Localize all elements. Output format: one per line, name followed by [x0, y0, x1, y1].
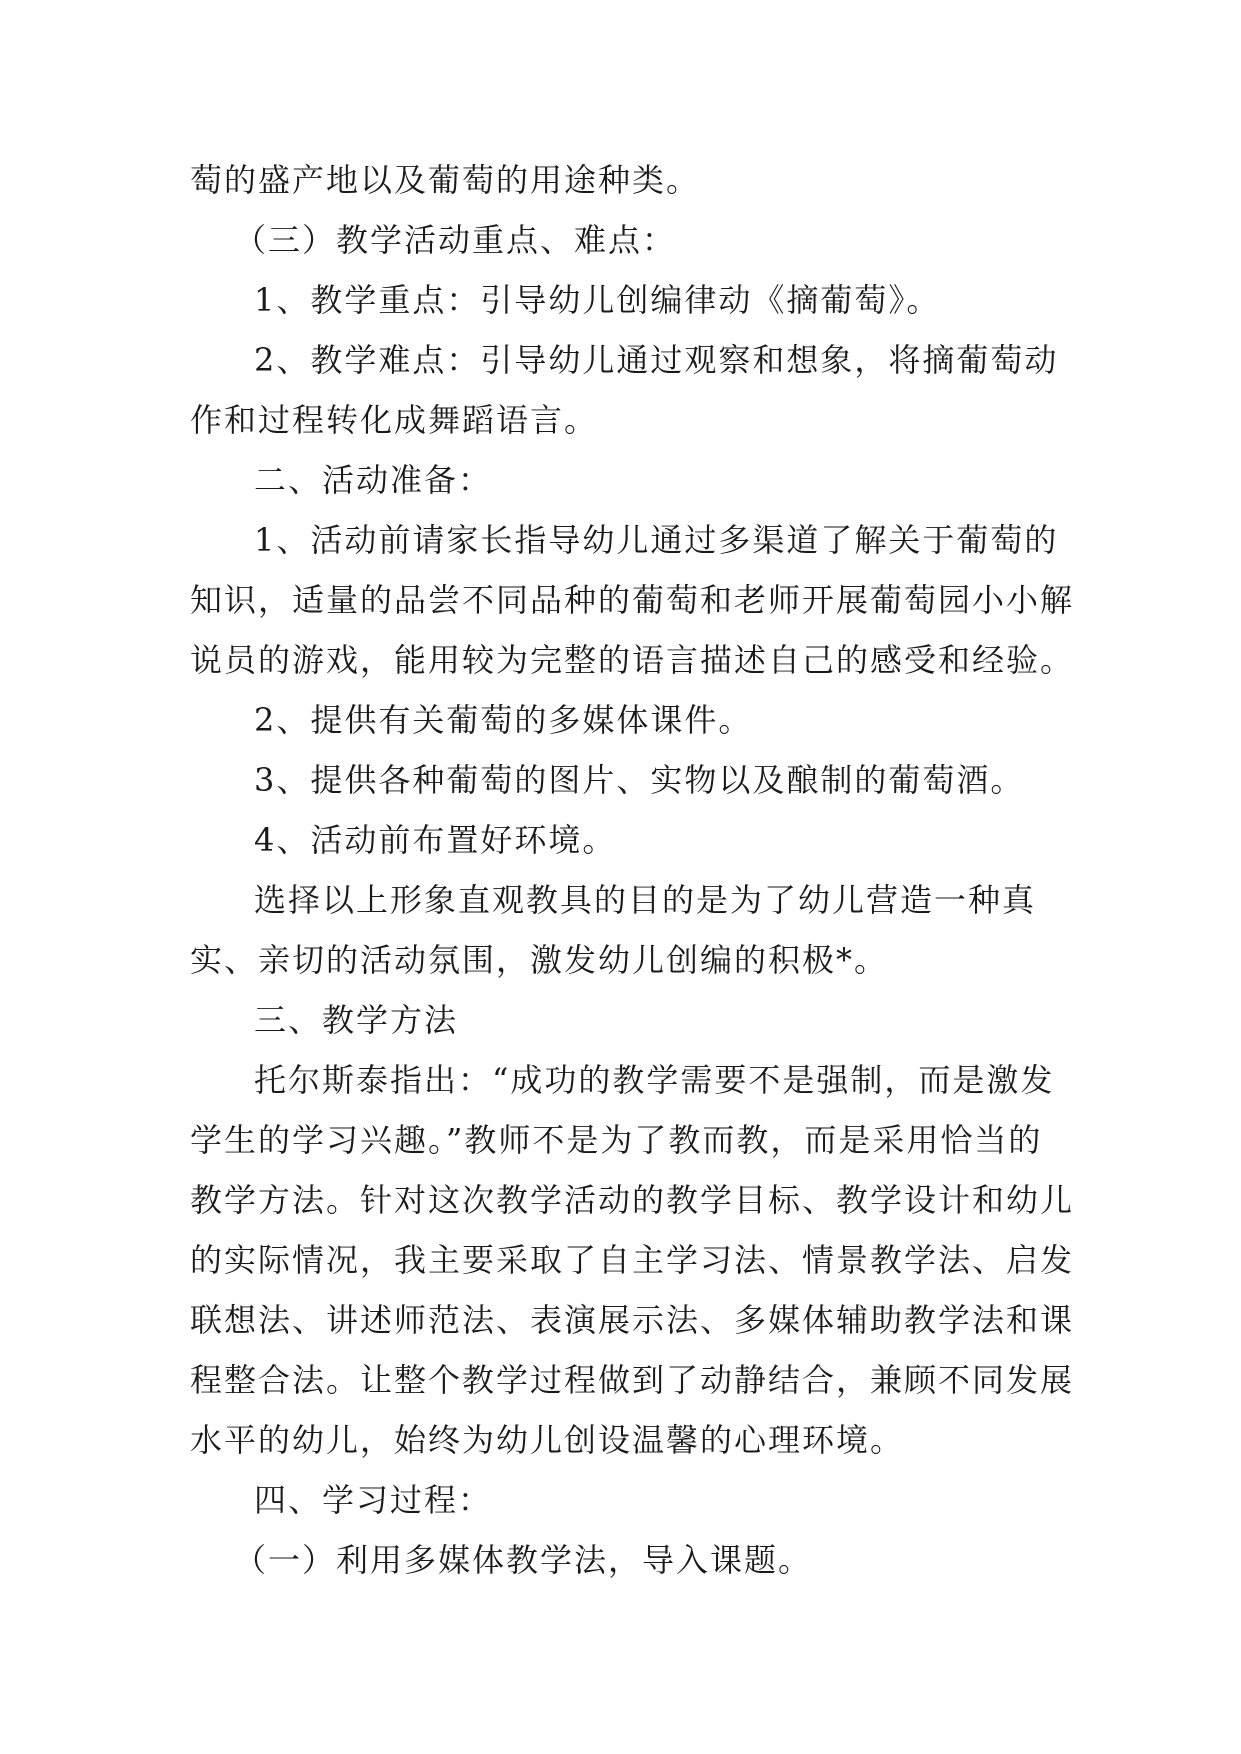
sub-heading-intro: （一）利用多媒体教学法，导入课题。 — [234, 1541, 813, 1579]
section-heading-process: 四、学习过程： — [254, 1481, 493, 1519]
document-page — [190, 150, 1075, 1590]
paragraph-line: 2、提供有关葡萄的多媒体课件。 — [254, 701, 753, 739]
paragraph-line: 萄的盛产地以及葡萄的用途种类。 — [190, 161, 701, 199]
paragraph-line: 3、提供各种葡萄的图片、实物以及酿制的葡萄酒。 — [254, 761, 1025, 799]
section-heading-preparation: 二、活动准备： — [254, 461, 493, 499]
paragraph-line: 1、教学重点：引导幼儿创编律动《摘葡萄》。 — [254, 281, 941, 319]
section-heading-methods: 三、教学方法 — [254, 1001, 459, 1039]
paragraph-line: 知识，适量的品尝不同品种的葡萄和老师开展葡萄园小小解 — [190, 581, 1075, 619]
paragraph-line: 程整合法。让整个教学过程做到了动静结合，兼顾不同发展 — [190, 1361, 1075, 1399]
paragraph-line: 实、亲切的活动氛围，激发幼儿创编的积极*。 — [190, 941, 889, 979]
paragraph-line: 水平的幼儿，始终为幼儿创设温馨的心理环境。 — [190, 1421, 905, 1459]
paragraph-line: 托尔斯泰指出：“成功的教学需要不是强制，而是激发 — [254, 1061, 1055, 1099]
paragraph-line: 1、活动前请家长指导幼儿通过多渠道了解关于葡萄的 — [254, 521, 1059, 559]
paragraph-line: 选择以上形象直观教具的目的是为了幼儿营造一种真 — [254, 881, 1037, 919]
paragraph-line: 2、教学难点：引导幼儿通过观察和想象，将摘葡萄动 — [254, 341, 1059, 379]
section-heading-focus: （三）教学活动重点、难点： — [234, 221, 677, 259]
paragraph-line: 联想法、讲述师范法、表演展示法、多媒体辅助教学法和课 — [190, 1301, 1075, 1339]
paragraph-line: 的实际情况，我主要采取了自主学习法、情景教学法、启发 — [190, 1241, 1075, 1279]
paragraph-line: 4、活动前布置好环境。 — [254, 821, 617, 859]
paragraph-line: 教学方法。针对这次教学活动的教学目标、教学设计和幼儿 — [190, 1181, 1075, 1219]
paragraph-line: 学生的学习兴趣。”教师不是为了教而教，而是采用恰当的 — [190, 1121, 1043, 1159]
paragraph-line: 说员的游戏，能用较为完整的语言描述自己的感受和经验。 — [190, 641, 1075, 679]
paragraph-line: 作和过程转化成舞蹈语言。 — [190, 401, 599, 439]
